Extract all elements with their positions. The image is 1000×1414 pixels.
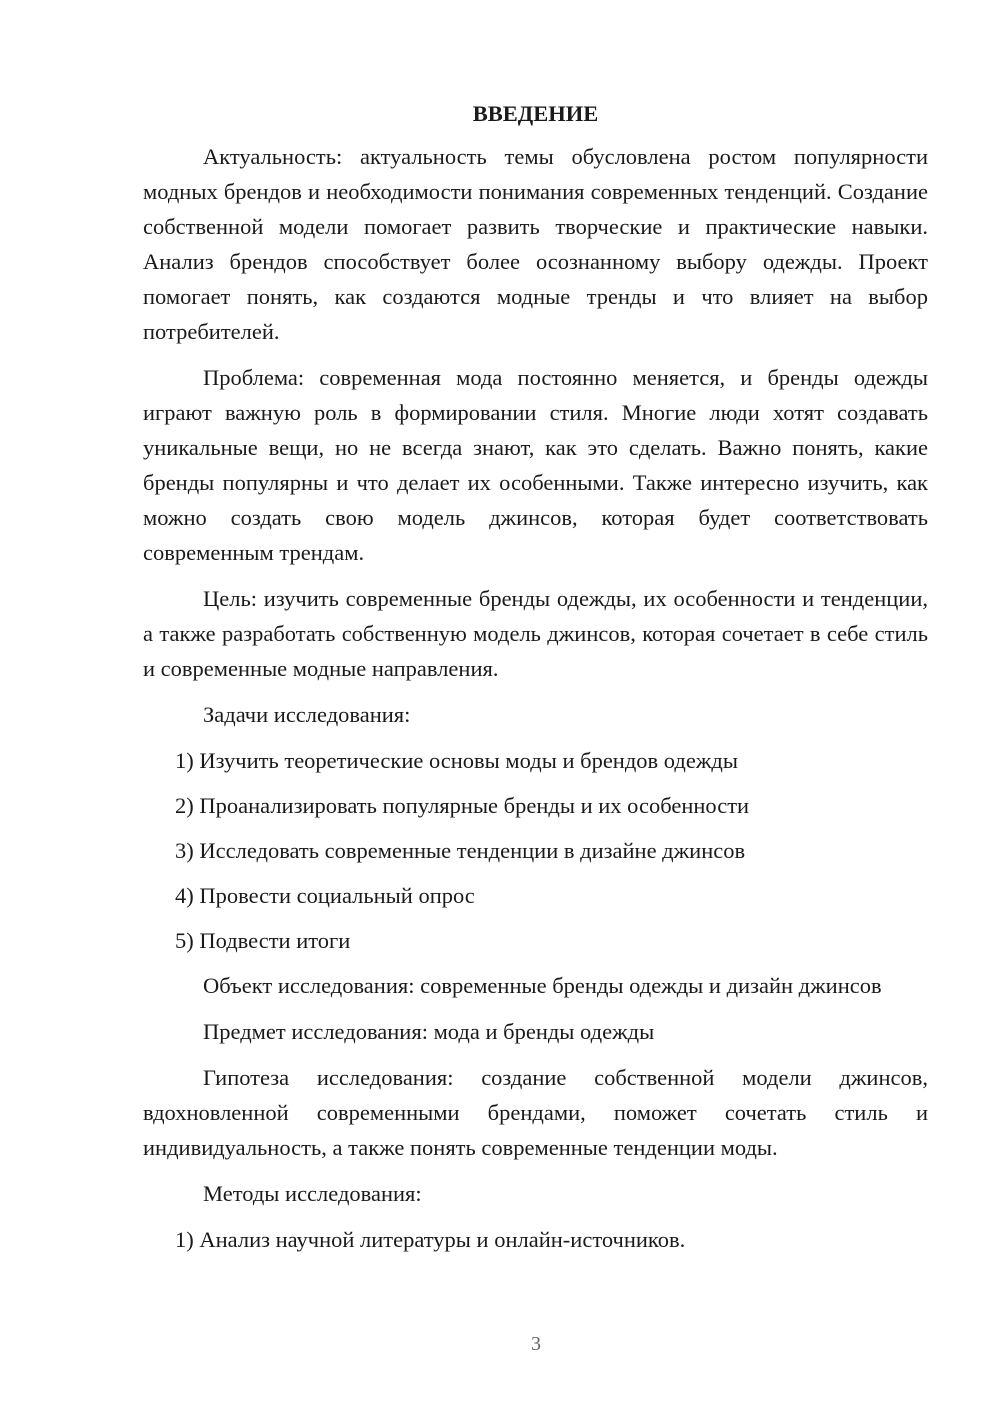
task-item-4: 4) Провести социальный опрос [175,883,475,908]
relevance-paragraph: Актуальность: актуальность темы обусловлена ростом популярности модных брендов и необходимости понимания современных тенденций. Создание собственной модели помогает развить творческие и практические навыки. Анализ брендов способствует более осознанному выбору одежды. Проект помогает понять, как создаются модные тренды и что влияет на выбор потребителей. [143,144,928,344]
object-paragraph: Объект исследования: современные бренды одежды и дизайн джинсов [203,973,882,998]
hypothesis-paragraph: Гипотеза исследования: создание собственной модели джинсов, вдохновленной современными брендами, поможет сочетать стиль и индивидуальность, а также понять современные тенденции моды. [143,1065,928,1160]
task-item-3: 3) Исследовать современные тенденции в дизайне джинсов [175,838,746,863]
page-content [143,96,928,1267]
task-item-1: 1) Изучить теоретические основы моды и брендов одежды [175,748,738,773]
task-item-2: 2) Проанализировать популярные бренды и их особенности [175,793,750,818]
task-item-5: 5) Подвести итоги [175,928,351,953]
subject-paragraph: Предмет исследования: мода и бренды одежды [203,1019,655,1044]
goal-paragraph: Цель: изучить современные бренды одежды, их особенности и тенденции, а также разработать собственную модель джинсов, которая сочетает в себе стиль и современные модные направления. [143,586,928,681]
method-item-1: 1) Анализ научной литературы и онлайн-источников. [175,1227,686,1252]
tasks-heading: Задачи исследования: [203,702,411,727]
page-title: ВВЕДЕНИЕ [472,101,599,126]
methods-heading: Методы исследования: [203,1181,422,1206]
problem-paragraph: Проблема: современная мода постоянно меняется, и бренды одежды играют важную роль в формировании стиля. Многие люди хотят создавать уникальные вещи, но не всегда знают, как это сделать. Важно понять, какие бренды популярны и что делает их особенными. Также интересно изучить, как можно создать свою модель джинсов, которая будет соответствовать современным трендам. [143,365,928,565]
page-number: 3 [531,1333,541,1355]
